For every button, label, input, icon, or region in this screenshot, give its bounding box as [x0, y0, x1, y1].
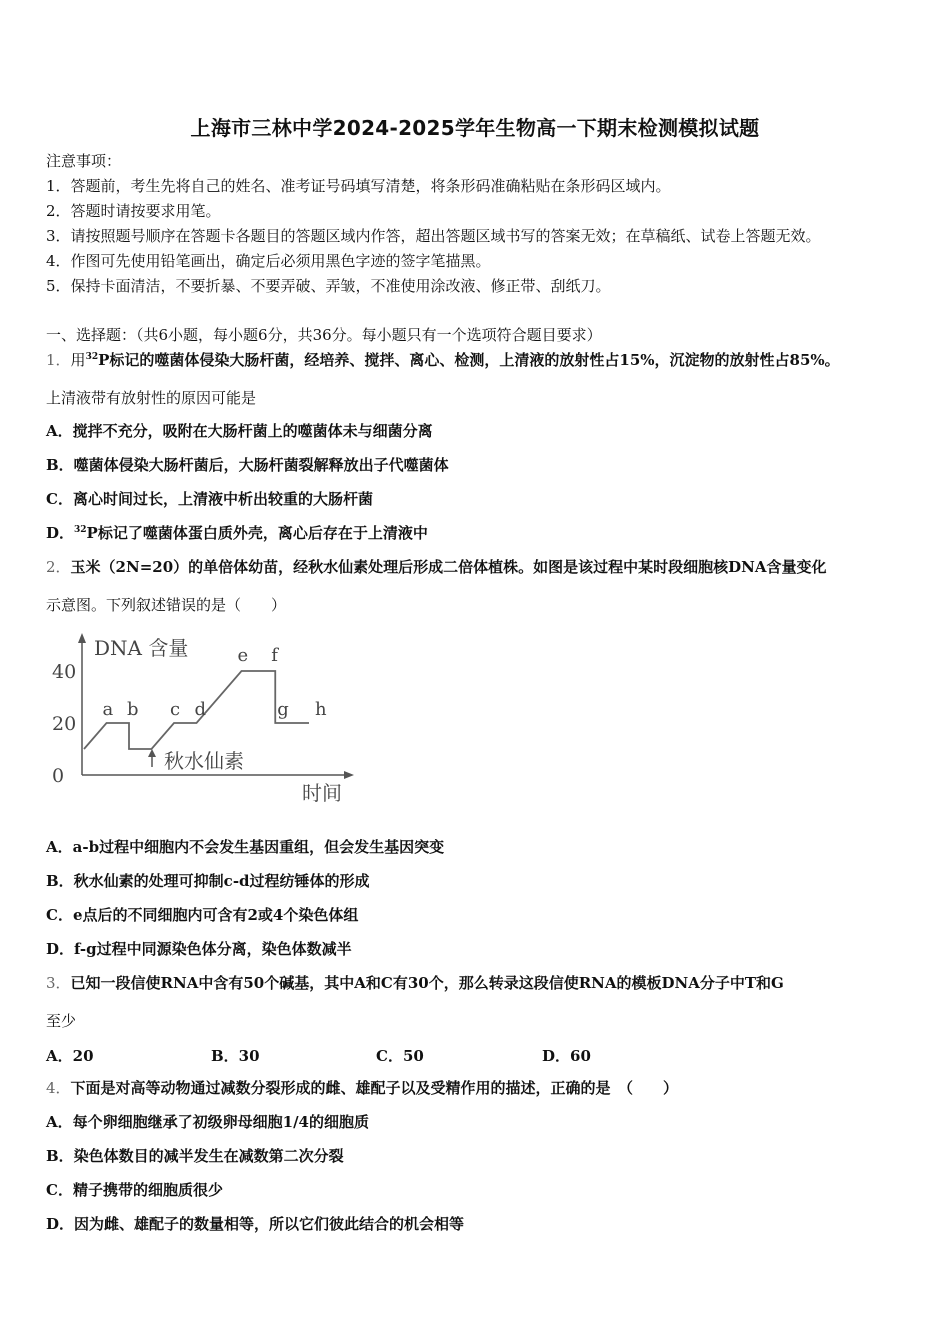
x-axis-label: 时间 [302, 781, 342, 805]
point-label-e: e [237, 645, 249, 666]
option-b: B．30 [211, 1047, 260, 1065]
section-heading: 一、选择题：（共6小题，每小题6分，共36分。每小题只有一个选项符合题目要求） [46, 326, 602, 344]
point-label-a: a [102, 699, 114, 720]
y-tick-label-40: 40 [52, 661, 77, 683]
option-b: B．秋水仙素的处理可抑制c-d过程纺锤体的形成 [46, 872, 370, 890]
option-d: D．因为雌、雄配子的数量相等，所以它们彼此结合的机会相等 [46, 1215, 465, 1233]
colchicine-annotation [148, 749, 244, 773]
notice-heading: 注意事项： [46, 152, 122, 170]
dna-content-chart [46, 628, 366, 813]
y-tick-label-0: 0 [52, 765, 65, 787]
question-1-stem-cont: 上清液带有放射性的原因可能是 [46, 389, 257, 407]
option-c: C．离心时间过长，上清液中析出较重的大肠杆菌 [46, 490, 373, 508]
question-number: 2． [46, 558, 71, 576]
option-a: A．20 [46, 1047, 94, 1065]
option-b: B．噬菌体侵染大肠杆菌后，大肠杆菌裂解释放出子代噬菌体 [46, 456, 449, 474]
question-3-stem: 3．已知一段信使RNA中含有50个碱基，其中A和C有30个，那么转录这段信使RNA的模板DNA分子中T和G [46, 974, 784, 992]
annotation-text: 秋水仙素 [164, 749, 244, 773]
option-a: A．搅拌不充分，吸附在大肠杆菌上的噬菌体未与细菌分离 [46, 422, 433, 440]
option-a: A．a-b过程中细胞内不会发生基因重组，但会发生基因突变 [46, 838, 445, 856]
option-d: D．60 [542, 1047, 591, 1065]
option-c: C．e点后的不同细胞内可含有2或4个染色体组 [46, 906, 359, 924]
point-label-d: d [194, 699, 207, 720]
notice-item-4: 4．作图可先使用铅笔画出，确定后必须用黑色字迹的签字笔描黑。 [46, 252, 491, 270]
notice-item-2: 2．答题时请按要求用笔。 [46, 202, 221, 220]
point-label-g: g [277, 699, 289, 720]
notice-item-1: 1．答题前，考生先将自己的姓名、准考证号码填写清楚，将条形码准确粘贴在条形码区域内。 [46, 177, 671, 195]
y-axis-arrow [78, 633, 86, 643]
point-label-c: c [170, 699, 181, 720]
page-title: 上海市三林中学2024-2025学年生物高一下期末检测模拟试题 [190, 116, 760, 140]
point-label-f: f [271, 645, 278, 666]
point-label-h: h [315, 699, 327, 720]
option-c: C．50 [376, 1047, 424, 1065]
option-d: D．f-g过程中同源染色体分离，染色体数减半 [46, 940, 352, 958]
question-2-stem-cont: 示意图。下列叙述错误的是（ ） [46, 596, 287, 614]
question-number: 3． [46, 974, 71, 992]
notice-item-5: 5．保持卡面清洁，不要折暴、不要弄破、弄皱，不准使用涂改液、修正带、刮纸刀。 [46, 277, 611, 295]
y-axis-label: DNA 含量 [94, 636, 189, 660]
question-1-stem: 1．用$^{32}$P标记的噬菌体侵染大肠杆菌，经培养、搅拌、离心、检测，上清液的放射性占15%，沉淀物的放射性占85%。 [46, 351, 840, 369]
option-b: B．染色体数目的减半发生在减数第二次分裂 [46, 1147, 344, 1165]
point-label-b: b [127, 699, 139, 720]
option-c: C．精子携带的细胞质很少 [46, 1181, 223, 1199]
question-3-options [46, 1045, 746, 1065]
option-a: A．每个卵细胞继承了初级卵母细胞1/4的细胞质 [46, 1113, 369, 1131]
question-4-stem: 4．下面是对高等动物通过减数分裂形成的雌、雄配子以及受精作用的描述，正确的是 （ ） [46, 1079, 679, 1097]
question-number: 1． [46, 351, 71, 369]
notice-item-3: 3．请按照题号顺序在答题卡各题目的答题区域内作答，超出答题区域书写的答案无效；在草稿纸、试卷上答题无效。 [46, 227, 821, 245]
x-axis-arrow [344, 771, 354, 779]
y-tick-label-20: 20 [52, 713, 77, 735]
question-2-stem: 2．玉米（2N=20）的单倍体幼苗，经秋水仙素处理后形成二倍体植株。如图是该过程中某时段细胞核DNA含量变化 [46, 558, 827, 576]
question-3-stem-cont: 至少 [46, 1012, 77, 1030]
question-number: 4． [46, 1079, 71, 1097]
option-d: D．$^{32}$P标记了噬菌体蛋白质外壳，离心后存在于上清液中 [46, 524, 428, 542]
